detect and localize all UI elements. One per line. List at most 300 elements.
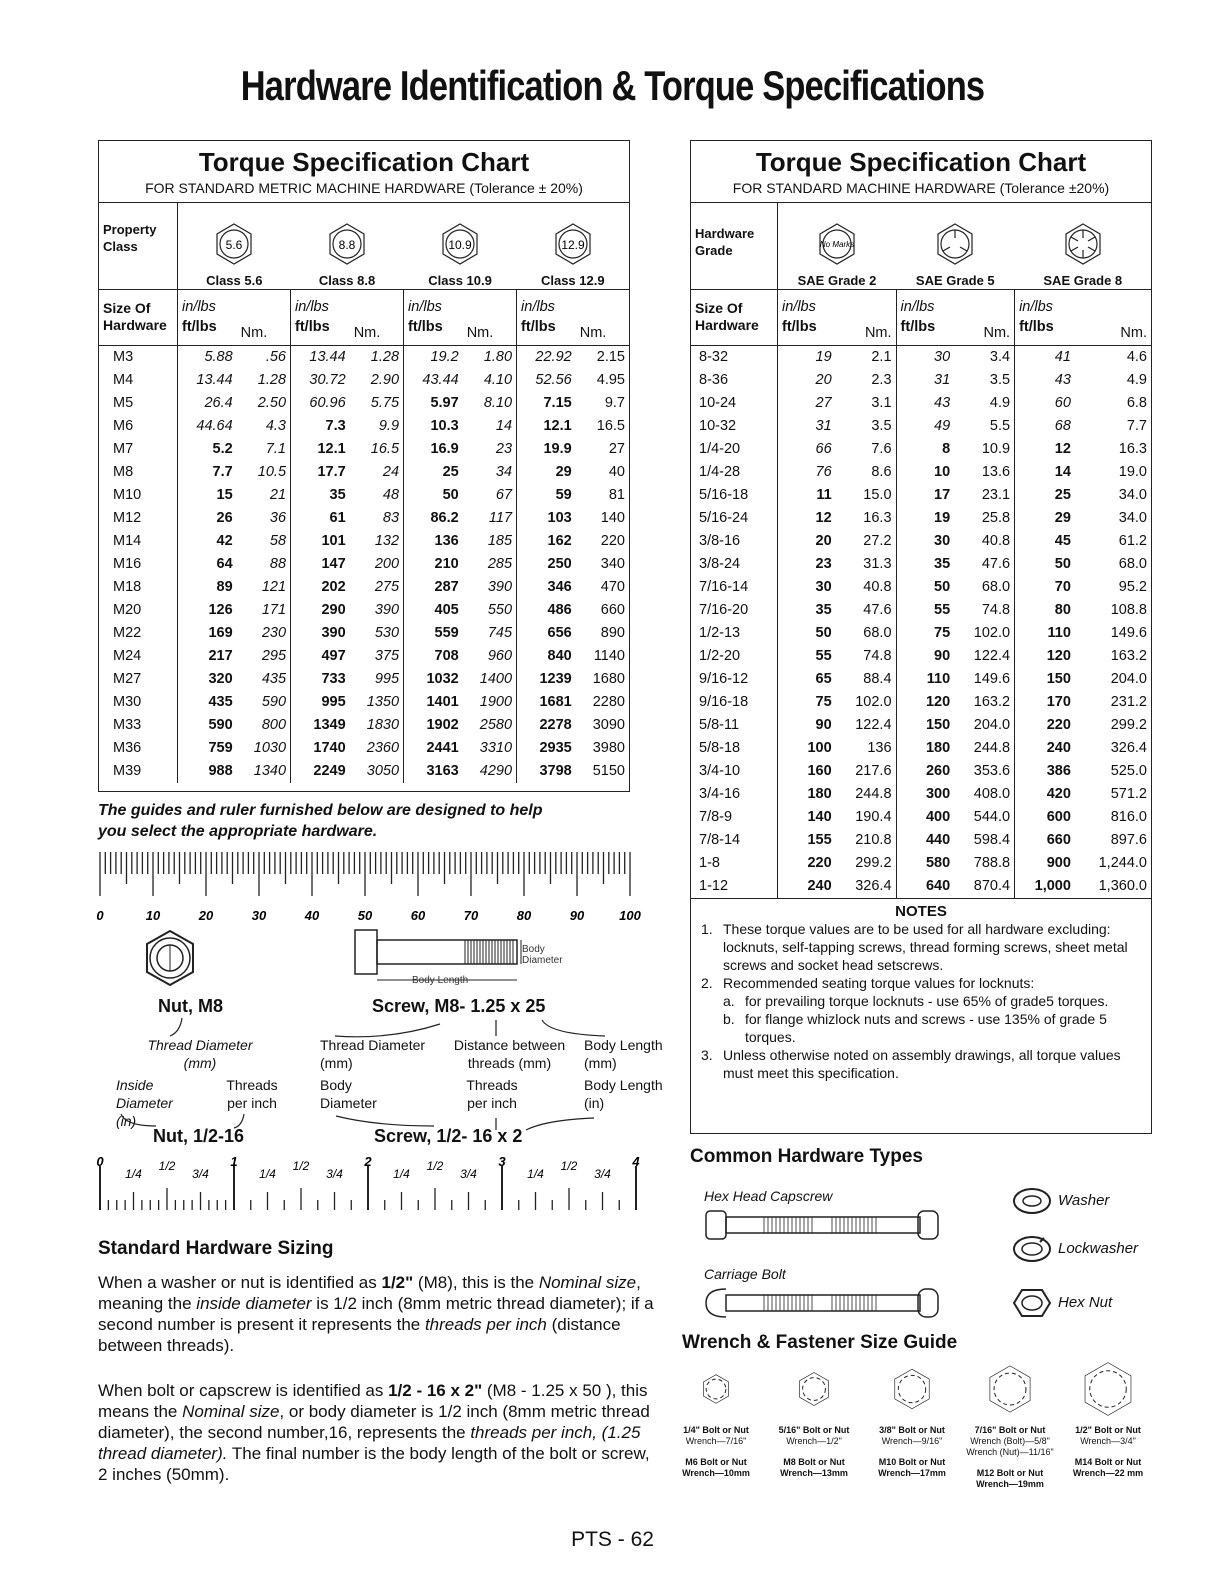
text: 1/2 - 16 x 2" xyxy=(388,1381,483,1400)
page-number: PTS - 62 xyxy=(571,1528,654,1551)
torque-cell: 230 xyxy=(237,622,291,645)
ruler-inch-label: 0 xyxy=(96,1154,104,1169)
torque-cell: 88.4 xyxy=(836,668,896,691)
torque-cell: 2.1 xyxy=(836,345,896,369)
torque-cell: 60.96 xyxy=(309,395,346,411)
size-cell: 5/8-11 xyxy=(691,714,778,737)
text: Nominal size xyxy=(538,1273,637,1292)
torque-cell: 1,000 xyxy=(1034,878,1071,894)
torque-cell: 204.0 xyxy=(954,714,1014,737)
torque-cell: .56 xyxy=(237,345,291,369)
torque-cell: 9.9 xyxy=(350,415,404,438)
ruler-fraction-label: 1/4 xyxy=(393,1167,410,1181)
torque-cell: 3.1 xyxy=(836,392,896,415)
class-label: Class 8.8 xyxy=(318,272,376,288)
torque-cell: 840 xyxy=(547,648,572,664)
inside-diameter-in: Inside Diameter (in) xyxy=(116,1077,173,1129)
torque-cell: 89 xyxy=(216,579,233,595)
torque-cell: 30 xyxy=(815,579,832,595)
unit-inlbs: in/lbs xyxy=(295,299,329,315)
torque-cell: 3.5 xyxy=(954,369,1014,392)
torque-cell: 571.2 xyxy=(1110,786,1147,802)
torque-cell: 88 xyxy=(237,553,291,576)
table-row xyxy=(99,369,629,392)
sae-torque-table xyxy=(691,203,1151,898)
metric-wrench-label: Wrench—17mm xyxy=(878,1468,946,1478)
torque-cell: 50 xyxy=(934,579,951,595)
torque-cell: 275 xyxy=(350,576,404,599)
body-length-label: Body Length xyxy=(412,975,469,986)
torque-cell: 4.3 xyxy=(237,415,291,438)
torque-cell: 2249 xyxy=(313,763,346,779)
torque-cell: 43 xyxy=(1054,372,1071,388)
torque-cell: 435 xyxy=(237,668,291,691)
torque-cell: 65 xyxy=(815,671,832,687)
torque-cell: 1349 xyxy=(313,717,346,733)
torque-cell: 30.72 xyxy=(309,372,346,388)
size-cell: 9/16-12 xyxy=(691,668,778,691)
torque-cell: 30 xyxy=(934,349,951,365)
torque-cell: 170 xyxy=(1046,694,1071,710)
size-cell: M4 xyxy=(99,369,178,392)
torque-cell: 121 xyxy=(237,576,291,599)
torque-cell: 29 xyxy=(1054,510,1071,526)
torque-cell: 180 xyxy=(807,786,832,802)
torque-cell: 900 xyxy=(1046,855,1071,871)
torque-cell: 231.2 xyxy=(1110,694,1147,710)
torque-cell: 23 xyxy=(815,556,832,572)
torque-cell: 40.8 xyxy=(954,530,1014,553)
size-cell: 8-36 xyxy=(691,369,778,392)
torque-cell: 217.6 xyxy=(836,760,896,783)
torque-cell: 35 xyxy=(934,556,951,572)
no-marks-text: No Marks xyxy=(819,239,855,249)
torque-cell: 4.9 xyxy=(954,392,1014,415)
text: When a washer or nut is identified as xyxy=(98,1273,382,1292)
size-cell: 5/16-18 xyxy=(691,484,778,507)
lockwasher-icon xyxy=(1012,1234,1052,1264)
distance-between-threads: Distance between threads (mm) xyxy=(453,1037,566,1071)
hex-mark-icon xyxy=(325,222,369,266)
washer-label: Washer xyxy=(1058,1192,1110,1209)
size-cell: 10-32 xyxy=(691,415,778,438)
note-2-text: Recommended seating torque values for locknuts: xyxy=(723,974,1035,991)
torque-cell: 2935 xyxy=(539,740,572,756)
torque-cell: 34.0 xyxy=(1118,510,1147,526)
torque-cell: 95.2 xyxy=(1118,579,1147,595)
torque-cell: 3798 xyxy=(539,763,572,779)
note-2a-text: for prevailing torque locknuts - use 65% of grade5 torques. xyxy=(745,992,1109,1009)
class-8-8 xyxy=(291,203,404,289)
table-row xyxy=(99,553,629,576)
table-row xyxy=(691,484,1151,507)
torque-cell: 960 xyxy=(463,645,517,668)
torque-cell: 1401 xyxy=(426,694,459,710)
wrench-size-guide xyxy=(668,1346,1168,1496)
torque-cell: 102.0 xyxy=(954,622,1014,645)
torque-cell: 660 xyxy=(600,602,625,618)
metric-chart-header xyxy=(99,147,629,203)
torque-cell: 260 xyxy=(925,763,951,779)
torque-cell: 117 xyxy=(463,507,517,530)
table-row xyxy=(99,461,629,484)
class-label: Class 5.6 xyxy=(206,272,263,288)
torque-cell: 346 xyxy=(547,579,572,595)
torque-cell: 5.88 xyxy=(204,349,233,365)
unit-nm: Nm. xyxy=(350,289,404,345)
torque-cell: 16.5 xyxy=(596,418,625,434)
unit-ftlbs: ft/lbs xyxy=(521,319,556,335)
table-row xyxy=(691,622,1151,645)
hex-head-label: Hex Head Capscrew xyxy=(704,1188,833,1204)
torque-cell: 68.0 xyxy=(954,576,1014,599)
table-row xyxy=(99,737,629,760)
size-cell: 3/8-16 xyxy=(691,530,778,553)
text: is 1/2 inch (8mm metric thread diameter); if a second number is present it represents the xyxy=(98,1294,654,1334)
torque-cell: 43.44 xyxy=(422,372,459,388)
torque-cell: 10 xyxy=(934,464,951,480)
wrench-size-label: Wrench—1/2" xyxy=(786,1436,842,1446)
torque-cell: 7.15 xyxy=(543,395,572,411)
torque-cell: 3090 xyxy=(592,717,625,733)
torque-cell: 61 xyxy=(329,510,346,526)
torque-cell: 35 xyxy=(329,487,346,503)
torque-cell: 3.4 xyxy=(954,345,1014,369)
table-row xyxy=(691,829,1151,852)
unit-nm: Nm. xyxy=(463,289,517,345)
torque-cell: 40.8 xyxy=(836,576,896,599)
text: (M8 - 1.25 x 50 ), this means the xyxy=(98,1381,648,1421)
torque-cell: 590 xyxy=(237,691,291,714)
ruler-label: 60 xyxy=(410,908,426,923)
sae-grade-2 xyxy=(778,203,897,289)
note-3: 3. Unless otherwise noted on assembly drawings, all torque values must meet this specification. xyxy=(701,1046,1141,1082)
torque-cell: 1681 xyxy=(539,694,572,710)
torque-cell: 4.95 xyxy=(596,372,625,388)
torque-cell: 210 xyxy=(434,556,459,572)
ruler-label: 90 xyxy=(569,908,585,923)
torque-cell: 4.9 xyxy=(1126,372,1147,388)
ruler-inch-label: 3 xyxy=(498,1154,506,1169)
wrench-size-item xyxy=(962,1358,1058,1490)
torque-cell: 202 xyxy=(321,579,346,595)
torque-cell: 10.5 xyxy=(237,461,291,484)
ruler-label: 80 xyxy=(516,908,532,923)
torque-cell: 150 xyxy=(1046,671,1071,687)
torque-cell: 16.3 xyxy=(836,507,896,530)
text: The final number is the body length of the bolt or screw, 2 inches (50mm). xyxy=(98,1444,650,1484)
torque-cell: 1680 xyxy=(592,671,625,687)
table-row xyxy=(691,645,1151,668)
torque-cell: 353.6 xyxy=(954,760,1014,783)
text: threads per inch xyxy=(424,1315,547,1334)
table-row xyxy=(99,530,629,553)
torque-cell: 7.7 xyxy=(1126,418,1147,434)
torque-cell: 23.1 xyxy=(954,484,1014,507)
hex-mark-icon xyxy=(551,222,595,266)
torque-cell: 24 xyxy=(350,461,404,484)
torque-cell: 108.8 xyxy=(1110,602,1147,618)
metric-ruler xyxy=(94,850,654,925)
unit-ftlbs: ft/lbs xyxy=(900,319,936,335)
body-diameter-in: Body Diameter xyxy=(320,1077,377,1111)
torque-cell: 42 xyxy=(216,533,233,549)
torque-cell: 17.7 xyxy=(317,464,346,480)
torque-cell: 3.5 xyxy=(836,415,896,438)
ruler-label: 30 xyxy=(251,908,267,923)
size-of-hardware-label: Size Of Hardware xyxy=(691,289,778,345)
size-cell: 1/4-20 xyxy=(691,438,778,461)
torque-cell: 220 xyxy=(600,533,625,549)
torque-cell: 160 xyxy=(807,763,832,779)
table-row xyxy=(691,737,1151,760)
sizing-paragraph-1 xyxy=(98,1272,658,1356)
torque-cell: 16.5 xyxy=(350,438,404,461)
metric-bolt-label: M10 Bolt or Nut xyxy=(878,1457,946,1467)
table-row xyxy=(691,806,1151,829)
torque-cell: 16.9 xyxy=(430,441,459,457)
size-cell: M8 xyxy=(99,461,178,484)
note-3-text: Unless otherwise noted on assembly drawings, all torque values must meet this specification. xyxy=(723,1046,1121,1081)
unit-inlbs: in/lbs xyxy=(1019,299,1053,315)
common-hardware-title: Common Hardware Types xyxy=(690,1146,923,1167)
torque-cell: 995 xyxy=(350,668,404,691)
size-cell: 1/2-20 xyxy=(691,645,778,668)
torque-cell: 48 xyxy=(350,484,404,507)
ruler-fraction-label: 1/4 xyxy=(527,1167,544,1181)
torque-cell: 5.2 xyxy=(212,441,233,457)
ruler-label: 100 xyxy=(619,908,641,923)
torque-cell: 11 xyxy=(816,487,832,503)
torque-cell: 250 xyxy=(547,556,572,572)
wrench-bolt-label: 3/8" Bolt or Nut xyxy=(879,1425,945,1435)
torque-cell: 1140 xyxy=(593,648,625,664)
torque-cell: 897.6 xyxy=(1110,832,1147,848)
unit-nm: Nm. xyxy=(1075,289,1151,345)
torque-cell: 103 xyxy=(547,510,572,526)
wrench-bolt-label: 7/16" Bolt or Nut xyxy=(974,1425,1046,1435)
torque-cell: 76 xyxy=(815,464,832,480)
torque-cell: 759 xyxy=(208,740,233,756)
torque-cell: 26 xyxy=(216,510,233,526)
class-label: Class 12.9 xyxy=(540,272,605,288)
torque-cell: 40 xyxy=(608,464,625,480)
torque-cell: 1.28 xyxy=(350,345,404,369)
torque-cell: 19.0 xyxy=(1118,464,1147,480)
torque-cell: 290 xyxy=(321,602,346,618)
torque-cell: 19 xyxy=(934,510,951,526)
class-mark: 12.9 xyxy=(561,237,585,252)
hex-mark-icon xyxy=(438,222,482,266)
size-cell: M16 xyxy=(99,553,178,576)
torque-cell: 8.6 xyxy=(836,461,896,484)
torque-cell: 110 xyxy=(926,671,951,687)
torque-cell: 43 xyxy=(934,395,951,411)
torque-cell: 7.7 xyxy=(212,464,233,480)
torque-cell: 300 xyxy=(925,786,951,802)
size-cell: M10 xyxy=(99,484,178,507)
torque-cell: 1.28 xyxy=(237,369,291,392)
size-cell: 5/8-18 xyxy=(691,737,778,760)
table-row xyxy=(99,438,629,461)
wrench-size-item xyxy=(766,1358,862,1479)
wrench-size-item xyxy=(668,1358,764,1479)
sae-grade-5 xyxy=(896,203,1015,289)
hex-outline-icon xyxy=(864,1358,960,1420)
torque-cell: 68.0 xyxy=(836,622,896,645)
text: 1/2" xyxy=(381,1273,414,1292)
size-cell: M14 xyxy=(99,530,178,553)
size-cell: M20 xyxy=(99,599,178,622)
torque-cell: 163.2 xyxy=(1110,648,1147,664)
table-row xyxy=(691,369,1151,392)
guide-text: The guides and ruler furnished below are designed to help you select the appropriate hardware. xyxy=(98,802,543,840)
torque-cell: 12.1 xyxy=(317,441,346,457)
torque-cell: 1030 xyxy=(237,737,291,760)
size-cell: M39 xyxy=(99,760,178,783)
ruler-label: 0 xyxy=(96,908,104,923)
torque-cell: 13.6 xyxy=(954,461,1014,484)
torque-cell: 497 xyxy=(321,648,346,664)
torque-cell: 2280 xyxy=(592,694,625,710)
unit-ftlbs: ft/lbs xyxy=(782,319,817,335)
torque-cell: 190.4 xyxy=(836,806,896,829)
note-2a: a. for prevailing torque locknuts - use 65% of grade5 torques. xyxy=(723,992,1109,1009)
torque-cell: 733 xyxy=(321,671,346,687)
torque-cell: 44.64 xyxy=(196,418,233,434)
torque-cell: 220 xyxy=(1046,717,1071,733)
size-cell: M36 xyxy=(99,737,178,760)
carriage-bolt-label: Carriage Bolt xyxy=(704,1266,786,1282)
hardware-grade-label: Hardware Grade xyxy=(691,203,778,289)
torque-cell: 14 xyxy=(1054,464,1071,480)
size-of-hardware-label: Size Of Hardware xyxy=(99,289,178,345)
table-row xyxy=(99,622,629,645)
torque-cell: 169 xyxy=(208,625,233,641)
torque-cell: 47.6 xyxy=(836,599,896,622)
torque-cell: 600 xyxy=(1046,809,1071,825)
nut-m8-icon xyxy=(140,928,200,988)
table-row xyxy=(99,507,629,530)
torque-cell: 1350 xyxy=(350,691,404,714)
ruler-fraction-label: 1/4 xyxy=(125,1167,142,1181)
torque-cell: 81 xyxy=(608,487,625,503)
unit-ftlbs: ft/lbs xyxy=(182,319,217,335)
size-cell: 8-32 xyxy=(691,345,778,369)
size-cell: 7/8-9 xyxy=(691,806,778,829)
metric-torque-table xyxy=(99,203,629,783)
unit-nm: Nm. xyxy=(954,289,1014,345)
torque-cell: 147 xyxy=(321,556,346,572)
table-row xyxy=(691,415,1151,438)
table-row xyxy=(99,576,629,599)
ruler-fraction-label: 1/4 xyxy=(259,1167,276,1181)
text: threads per inch, (1.25 thread diameter). xyxy=(98,1423,641,1463)
torque-cell: 20 xyxy=(815,372,832,388)
torque-cell: 31 xyxy=(815,418,832,434)
hex-outline-icon xyxy=(962,1358,1058,1420)
torque-cell: 299.2 xyxy=(836,852,896,875)
metric-chart-subtitle: FOR STANDARD METRIC MACHINE HARDWARE (Tolerance ± 20%) xyxy=(145,180,583,196)
size-cell: 1-12 xyxy=(691,875,778,898)
hex-outline-icon xyxy=(1060,1358,1156,1420)
table-row xyxy=(99,645,629,668)
wrench-size-label: Wrench—9/16" xyxy=(881,1436,943,1446)
size-cell: 1/4-28 xyxy=(691,461,778,484)
body-length-mm: Body Length (mm) xyxy=(584,1037,663,1071)
torque-cell: 204.0 xyxy=(1110,671,1147,687)
page-title: Hardware Identification & Torque Specifications xyxy=(240,62,985,109)
torque-cell: 390 xyxy=(463,576,517,599)
torque-cell: 136 xyxy=(434,533,459,549)
torque-cell: 31.3 xyxy=(836,553,896,576)
size-cell: 5/16-24 xyxy=(691,507,778,530)
torque-cell: 1.80 xyxy=(463,345,517,369)
washer-icon xyxy=(1012,1186,1052,1216)
torque-cell: 1,244.0 xyxy=(1098,855,1147,871)
thread-diameter-mm: Thread Diameter (mm) xyxy=(147,1037,253,1071)
class-12-9 xyxy=(517,203,629,289)
table-row xyxy=(691,438,1151,461)
torque-cell: 55 xyxy=(934,602,951,618)
torque-cell: 52.56 xyxy=(535,372,572,388)
torque-cell: 5150 xyxy=(592,763,625,779)
torque-cell: 45 xyxy=(1054,533,1071,549)
grade-8-hex-icon xyxy=(1061,222,1105,266)
torque-cell: 580 xyxy=(925,855,951,871)
torque-cell: 120 xyxy=(1046,648,1071,664)
torque-cell: 12.1 xyxy=(543,418,572,434)
unit-ftlbs: ft/lbs xyxy=(1019,319,1054,335)
torque-cell: 8 xyxy=(942,441,951,457)
torque-cell: 320 xyxy=(208,671,233,687)
torque-cell: 70 xyxy=(1054,579,1071,595)
hex-nut-icon xyxy=(1012,1286,1052,1320)
torque-cell: 14 xyxy=(463,415,517,438)
ruler-label: 20 xyxy=(198,908,214,923)
torque-cell: 2.90 xyxy=(350,369,404,392)
size-cell: M5 xyxy=(99,392,178,415)
ruler-inch-label: 1 xyxy=(230,1154,238,1169)
torque-cell: 29 xyxy=(555,464,572,480)
size-cell: 7/16-20 xyxy=(691,599,778,622)
size-cell: 1/2-13 xyxy=(691,622,778,645)
property-class-label: Property Class xyxy=(99,203,178,289)
torque-cell: 2360 xyxy=(350,737,404,760)
torque-cell: 140 xyxy=(807,809,832,825)
torque-cell: 27 xyxy=(608,441,625,457)
grade-label: SAE Grade 8 xyxy=(1043,272,1123,288)
metric-bolt-label: M8 Bolt or Nut xyxy=(783,1457,845,1467)
torque-cell: 22.92 xyxy=(535,349,572,365)
torque-cell: 68 xyxy=(1054,418,1071,434)
table-row xyxy=(691,668,1151,691)
torque-cell: 525.0 xyxy=(1110,763,1147,779)
wrench-bolt-label: 1/2" Bolt or Nut xyxy=(1075,1425,1141,1435)
nut-half-title: Nut, 1/2-16 xyxy=(153,1126,245,1146)
torque-cell: 2.3 xyxy=(836,369,896,392)
torque-cell: 102.0 xyxy=(836,691,896,714)
text: Nominal size xyxy=(182,1402,280,1421)
metric-wrench-label: Wrench—22 mm xyxy=(1072,1468,1144,1478)
torque-cell: 3310 xyxy=(463,737,517,760)
torque-cell: 19 xyxy=(815,349,832,365)
ruler-inch-label: 4 xyxy=(632,1154,640,1169)
torque-cell: 55 xyxy=(815,648,832,664)
torque-cell: 590 xyxy=(208,717,233,733)
unit-ftlbs: ft/lbs xyxy=(408,319,443,335)
unit-inlbs: in/lbs xyxy=(521,299,555,315)
